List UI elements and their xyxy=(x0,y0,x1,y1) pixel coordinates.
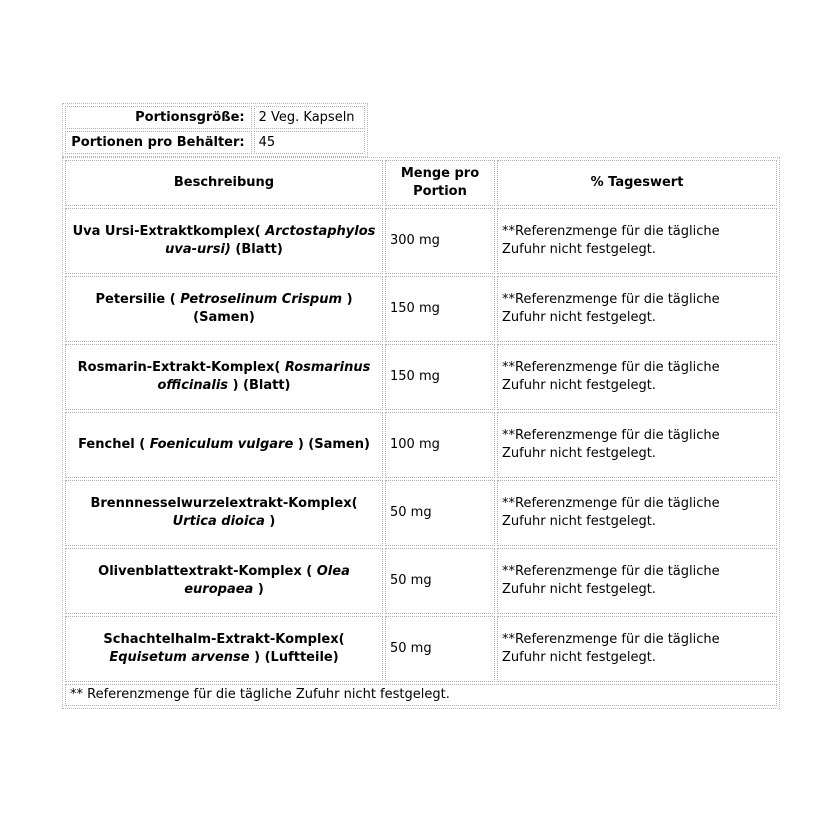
header-daily-value: % Tageswert xyxy=(497,160,777,206)
ingredient-amount: 50 mg xyxy=(385,548,495,614)
daily-value-line2: Zufuhr nicht festgelegt. xyxy=(502,378,656,393)
daily-value-line2: Zufuhr nicht festgelegt. xyxy=(502,514,656,529)
daily-value-line1: **Referenzmenge für die tägliche xyxy=(502,360,720,375)
ingredient-daily-value xyxy=(497,412,777,478)
ingredient-name: Schachtelhalm-Extrakt-Komplex xyxy=(103,632,339,647)
ingredient-daily-value xyxy=(497,344,777,410)
serving-info-table xyxy=(62,103,368,157)
ingredient-part: ) (Samen) xyxy=(193,292,353,325)
daily-value-line1: **Referenzmenge für die tägliche xyxy=(502,564,720,579)
table-row xyxy=(65,548,777,614)
ingredient-pre: ( xyxy=(338,632,345,647)
ingredient-amount: 50 mg xyxy=(385,616,495,682)
ingredient-description xyxy=(65,344,383,410)
daily-value-line2: Zufuhr nicht festgelegt. xyxy=(502,582,656,597)
ingredient-latin-name: Equisetum arvense xyxy=(109,650,250,665)
daily-value-line1: **Referenzmenge für die tägliche xyxy=(502,224,720,239)
ingredient-latin-name: Olea europaea xyxy=(184,564,350,597)
ingredient-pre: ( xyxy=(351,496,358,511)
ingredient-name: Rosmarin-Extrakt-Komplex xyxy=(77,360,275,375)
ingredient-description xyxy=(65,276,383,342)
ingredient-description xyxy=(65,616,383,682)
ingredient-description xyxy=(65,480,383,546)
ingredient-name: Uva Ursi-Extraktkomplex xyxy=(72,224,255,239)
header-amount-line2: Portion xyxy=(413,184,467,199)
ingredient-daily-value xyxy=(497,480,777,546)
ingredient-description xyxy=(65,208,383,274)
footnote-text: ** Referenzmenge für die tägliche Zufuhr nicht festgelegt. xyxy=(65,684,777,706)
servings-per-container-value: 45 xyxy=(254,131,365,154)
table-row xyxy=(65,616,777,682)
table-row xyxy=(65,344,777,410)
ingredient-latin-name: Foeniculum vulgare xyxy=(149,437,294,452)
ingredient-amount: 50 mg xyxy=(385,480,495,546)
header-description: Beschreibung xyxy=(65,160,383,206)
ingredient-latin-name: Rosmarinus officinalis xyxy=(157,360,371,393)
daily-value-line2: Zufuhr nicht festgelegt. xyxy=(502,242,656,257)
daily-value-line1: **Referenzmenge für die tägliche xyxy=(502,292,720,307)
ingredient-part: ) (Blatt) xyxy=(228,378,291,393)
ingredients-table xyxy=(62,157,780,709)
ingredient-amount: 100 mg xyxy=(385,412,495,478)
daily-value-line1: **Referenzmenge für die tägliche xyxy=(502,428,720,443)
table-header-row xyxy=(65,160,777,206)
ingredient-rows xyxy=(65,208,777,682)
ingredient-description xyxy=(65,548,383,614)
ingredient-name: Fenchel ( xyxy=(78,437,150,452)
table-row xyxy=(65,208,777,274)
ingredient-pre: ( xyxy=(274,360,285,375)
daily-value-line2: Zufuhr nicht festgelegt. xyxy=(502,446,656,461)
serving-size-row xyxy=(65,106,365,129)
ingredient-part: ) xyxy=(264,514,276,529)
footnote-row xyxy=(65,684,777,706)
ingredient-daily-value xyxy=(497,548,777,614)
ingredient-pre: ( xyxy=(254,224,266,239)
ingredient-daily-value xyxy=(497,616,777,682)
ingredient-name: Petersilie ( xyxy=(95,292,181,307)
ingredient-amount: 300 mg xyxy=(385,208,495,274)
header-amount-line1: Menge pro xyxy=(400,166,480,181)
daily-value-line1: **Referenzmenge für die tägliche xyxy=(502,632,720,647)
ingredient-daily-value xyxy=(497,208,777,274)
servings-per-container-label: Portionen pro Behälter: xyxy=(65,131,252,154)
ingredient-part: (Blatt) xyxy=(230,242,283,257)
ingredient-amount: 150 mg xyxy=(385,344,495,410)
supplement-facts xyxy=(62,103,780,709)
daily-value-line2: Zufuhr nicht festgelegt. xyxy=(502,650,656,665)
serving-size-value: 2 Veg. Kapseln xyxy=(254,106,365,129)
table-row xyxy=(65,480,777,546)
ingredient-latin-name: Urtica dioica xyxy=(172,514,265,529)
ingredient-part: ) xyxy=(253,582,264,597)
ingredient-description xyxy=(65,412,383,478)
servings-per-container-row xyxy=(65,131,365,154)
daily-value-line1: **Referenzmenge für die tägliche xyxy=(502,496,720,511)
ingredient-amount: 150 mg xyxy=(385,276,495,342)
ingredient-name: Olivenblattextrakt-Komplex ( xyxy=(98,564,317,579)
table-row xyxy=(65,276,777,342)
serving-size-label: Portionsgröße: xyxy=(65,106,252,129)
ingredient-part: ) (Samen) xyxy=(293,437,370,452)
ingredient-latin-name: Petroselinum Crispum xyxy=(180,292,343,307)
ingredient-name: Brennnesselwurzelextrakt-Komplex xyxy=(90,496,352,511)
ingredient-latin-name: Arctostaphylos uva-ursi) xyxy=(165,224,376,257)
header-amount xyxy=(385,160,495,206)
ingredient-daily-value xyxy=(497,276,777,342)
ingredient-part: ) (Luftteile) xyxy=(249,650,339,665)
daily-value-line2: Zufuhr nicht festgelegt. xyxy=(502,310,656,325)
table-row xyxy=(65,412,777,478)
